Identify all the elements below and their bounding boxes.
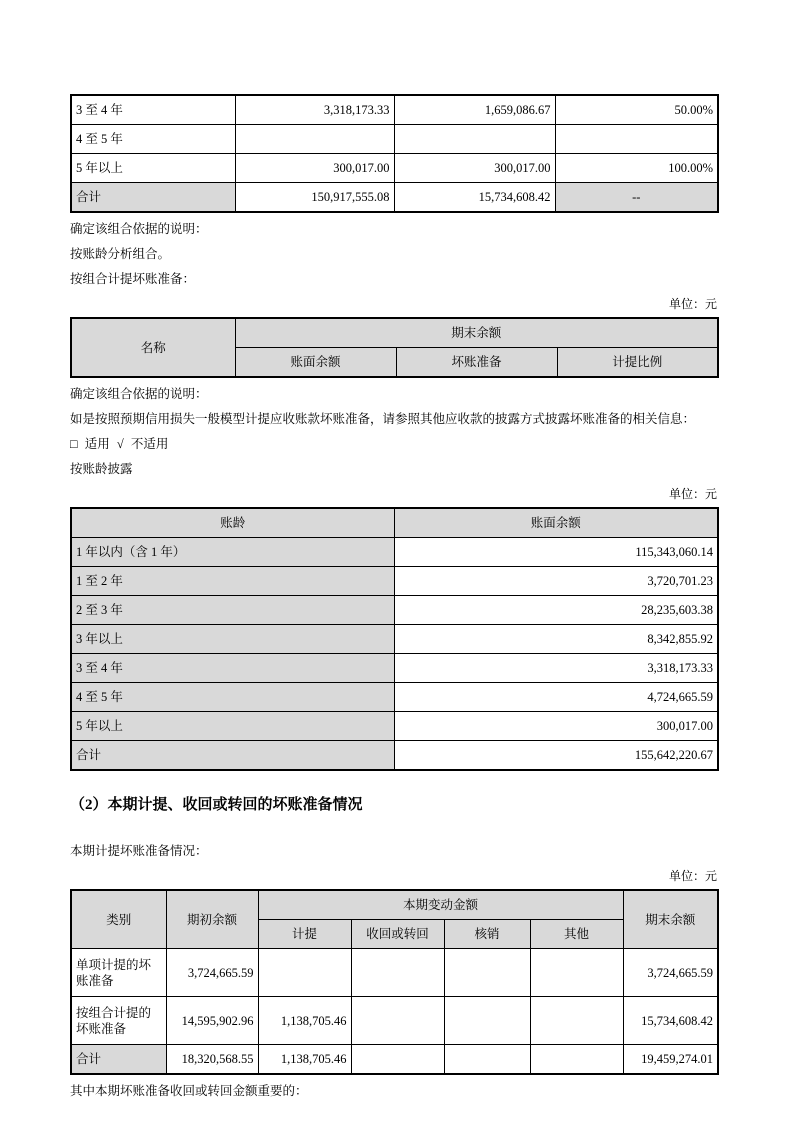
provision-cell — [394, 125, 555, 154]
book-balance-cell: 28,235,603.38 — [394, 596, 718, 625]
opening-cell: 18,320,568.55 — [166, 1045, 258, 1075]
book-balance-cell: 3,318,173.33 — [235, 95, 394, 125]
accrual-cell — [258, 949, 351, 997]
table-row — [71, 95, 718, 125]
applicability-line — [70, 435, 717, 453]
header-row — [71, 508, 718, 538]
note-line: 确定该组合依据的说明： — [70, 387, 208, 401]
table-row — [71, 683, 718, 712]
book-balance-header: 账面余额 — [394, 508, 718, 538]
section-heading: （2）本期计提、收回或转回的坏账准备情况 — [70, 797, 363, 813]
aging-label: 2 至 3 年 — [71, 596, 394, 625]
write-off-cell — [444, 1045, 530, 1075]
unit-label: 单位：元 — [668, 869, 717, 883]
applicable-label: 适用 — [84, 437, 110, 451]
aging-sublabel: 3 至 4 年 — [71, 654, 394, 683]
closing-cell: 15,734,608.42 — [623, 997, 718, 1045]
header-row — [71, 890, 718, 920]
aging-label: 1 年以内（含 1 年） — [71, 538, 394, 567]
total-label: 合计 — [71, 1045, 166, 1075]
recover-cell — [351, 1045, 444, 1075]
intro-line: 本期计提坏账准备情况： — [70, 844, 208, 858]
provision-cell: 300,017.00 — [394, 154, 555, 183]
other-cell — [530, 1045, 623, 1075]
recover-reverse-header: 收回或转回 — [351, 920, 444, 949]
accrual-cell: 1,138,705.46 — [258, 1045, 351, 1075]
total-label: 合计 — [71, 183, 235, 213]
category-cell: 单项计提的坏账准备 — [71, 949, 166, 997]
portfolio-provision-table — [70, 317, 719, 378]
book-balance-header: 账面余额 — [235, 348, 396, 378]
book-balance-cell: 8,342,855.92 — [394, 625, 718, 654]
aging-header: 账龄 — [71, 508, 394, 538]
name-header: 名称 — [71, 318, 235, 377]
book-balance-cell: 4,724,665.59 — [394, 683, 718, 712]
table-row — [71, 949, 718, 997]
other-header: 其他 — [530, 920, 623, 949]
table-row — [71, 712, 718, 741]
write-off-cell — [444, 949, 530, 997]
note-line: 按组合计提坏账准备： — [70, 272, 196, 286]
closing-balance-header: 期末余额 — [623, 890, 718, 949]
book-balance-cell: 115,343,060.14 — [394, 538, 718, 567]
table-row — [71, 654, 718, 683]
provision-change-table — [70, 889, 719, 1075]
check-mark-icon: √ — [116, 437, 124, 451]
header-row — [71, 318, 718, 348]
other-cell — [530, 997, 623, 1045]
write-off-cell — [444, 997, 530, 1045]
opening-cell: 14,595,902.96 — [166, 997, 258, 1045]
aging-label: 3 至 4 年 — [71, 95, 235, 125]
note-line: 如是按照预期信用损失一般模型计提应收账款坏账准备，请参照其他应收款的披露方式披露坏账准备的相关信息： — [70, 412, 696, 426]
book-balance-cell — [235, 125, 394, 154]
category-header: 类别 — [71, 890, 166, 949]
closing-cell: 3,724,665.59 — [623, 949, 718, 997]
aging-sublabel: 4 至 5 年 — [71, 683, 394, 712]
recover-cell — [351, 949, 444, 997]
table-row — [71, 997, 718, 1045]
table-row — [71, 538, 718, 567]
write-off-header: 核销 — [444, 920, 530, 949]
closing-cell: 19,459,274.01 — [623, 1045, 718, 1075]
other-cell — [530, 949, 623, 997]
unit-label: 单位：元 — [668, 487, 717, 501]
footer-note: 其中本期坏账准备收回或转回金额重要的： — [70, 1084, 308, 1098]
aging-sublabel: 5 年以上 — [71, 712, 394, 741]
ratio-cell: 50.00% — [555, 95, 718, 125]
category-cell: 按组合计提的坏账准备 — [71, 997, 166, 1045]
checkbox-unchecked-icon: □ — [70, 437, 78, 451]
aging-label: 1 至 2 年 — [71, 567, 394, 596]
ratio-cell: 100.00% — [555, 154, 718, 183]
unit-label: 单位：元 — [668, 297, 717, 311]
total-row — [71, 741, 718, 771]
book-balance-cell: 3,720,701.23 — [394, 567, 718, 596]
book-balance-cell: 3,318,173.33 — [394, 654, 718, 683]
table-row — [71, 596, 718, 625]
accrual-header: 计提 — [258, 920, 351, 949]
total-row — [71, 183, 718, 213]
not-applicable-label: 不适用 — [130, 437, 169, 451]
table-row — [71, 625, 718, 654]
table-row — [71, 125, 718, 154]
aging-disclosure-table — [70, 507, 719, 771]
note-line: 确定该组合依据的说明： — [70, 222, 208, 236]
opening-balance-header: 期初余额 — [166, 890, 258, 949]
note-line: 按账龄分析组合。 — [70, 247, 171, 261]
provision-cell: 15,734,608.42 — [394, 183, 555, 213]
recover-cell — [351, 997, 444, 1045]
current-change-header: 本期变动金额 — [258, 890, 623, 920]
table-row — [71, 154, 718, 183]
aging-ratio-table — [70, 94, 719, 213]
opening-cell: 3,724,665.59 — [166, 949, 258, 997]
book-balance-cell: 150,917,555.08 — [235, 183, 394, 213]
book-balance-cell: 155,642,220.67 — [394, 741, 718, 771]
book-balance-cell: 300,017.00 — [394, 712, 718, 741]
aging-label: 4 至 5 年 — [71, 125, 235, 154]
book-balance-cell: 300,017.00 — [235, 154, 394, 183]
provision-cell: 1,659,086.67 — [394, 95, 555, 125]
total-label: 合计 — [71, 741, 394, 771]
ratio-cell — [555, 125, 718, 154]
ratio-cell: -- — [555, 183, 718, 213]
total-row — [71, 1045, 718, 1075]
aging-label: 3 年以上 — [71, 625, 394, 654]
table-row — [71, 567, 718, 596]
note-line: 按账龄披露 — [70, 462, 133, 476]
period-end-header: 期末余额 — [235, 318, 718, 348]
provision-header: 坏账准备 — [396, 348, 557, 378]
ratio-header: 计提比例 — [557, 348, 718, 378]
aging-label: 5 年以上 — [71, 154, 235, 183]
accrual-cell: 1,138,705.46 — [258, 997, 351, 1045]
